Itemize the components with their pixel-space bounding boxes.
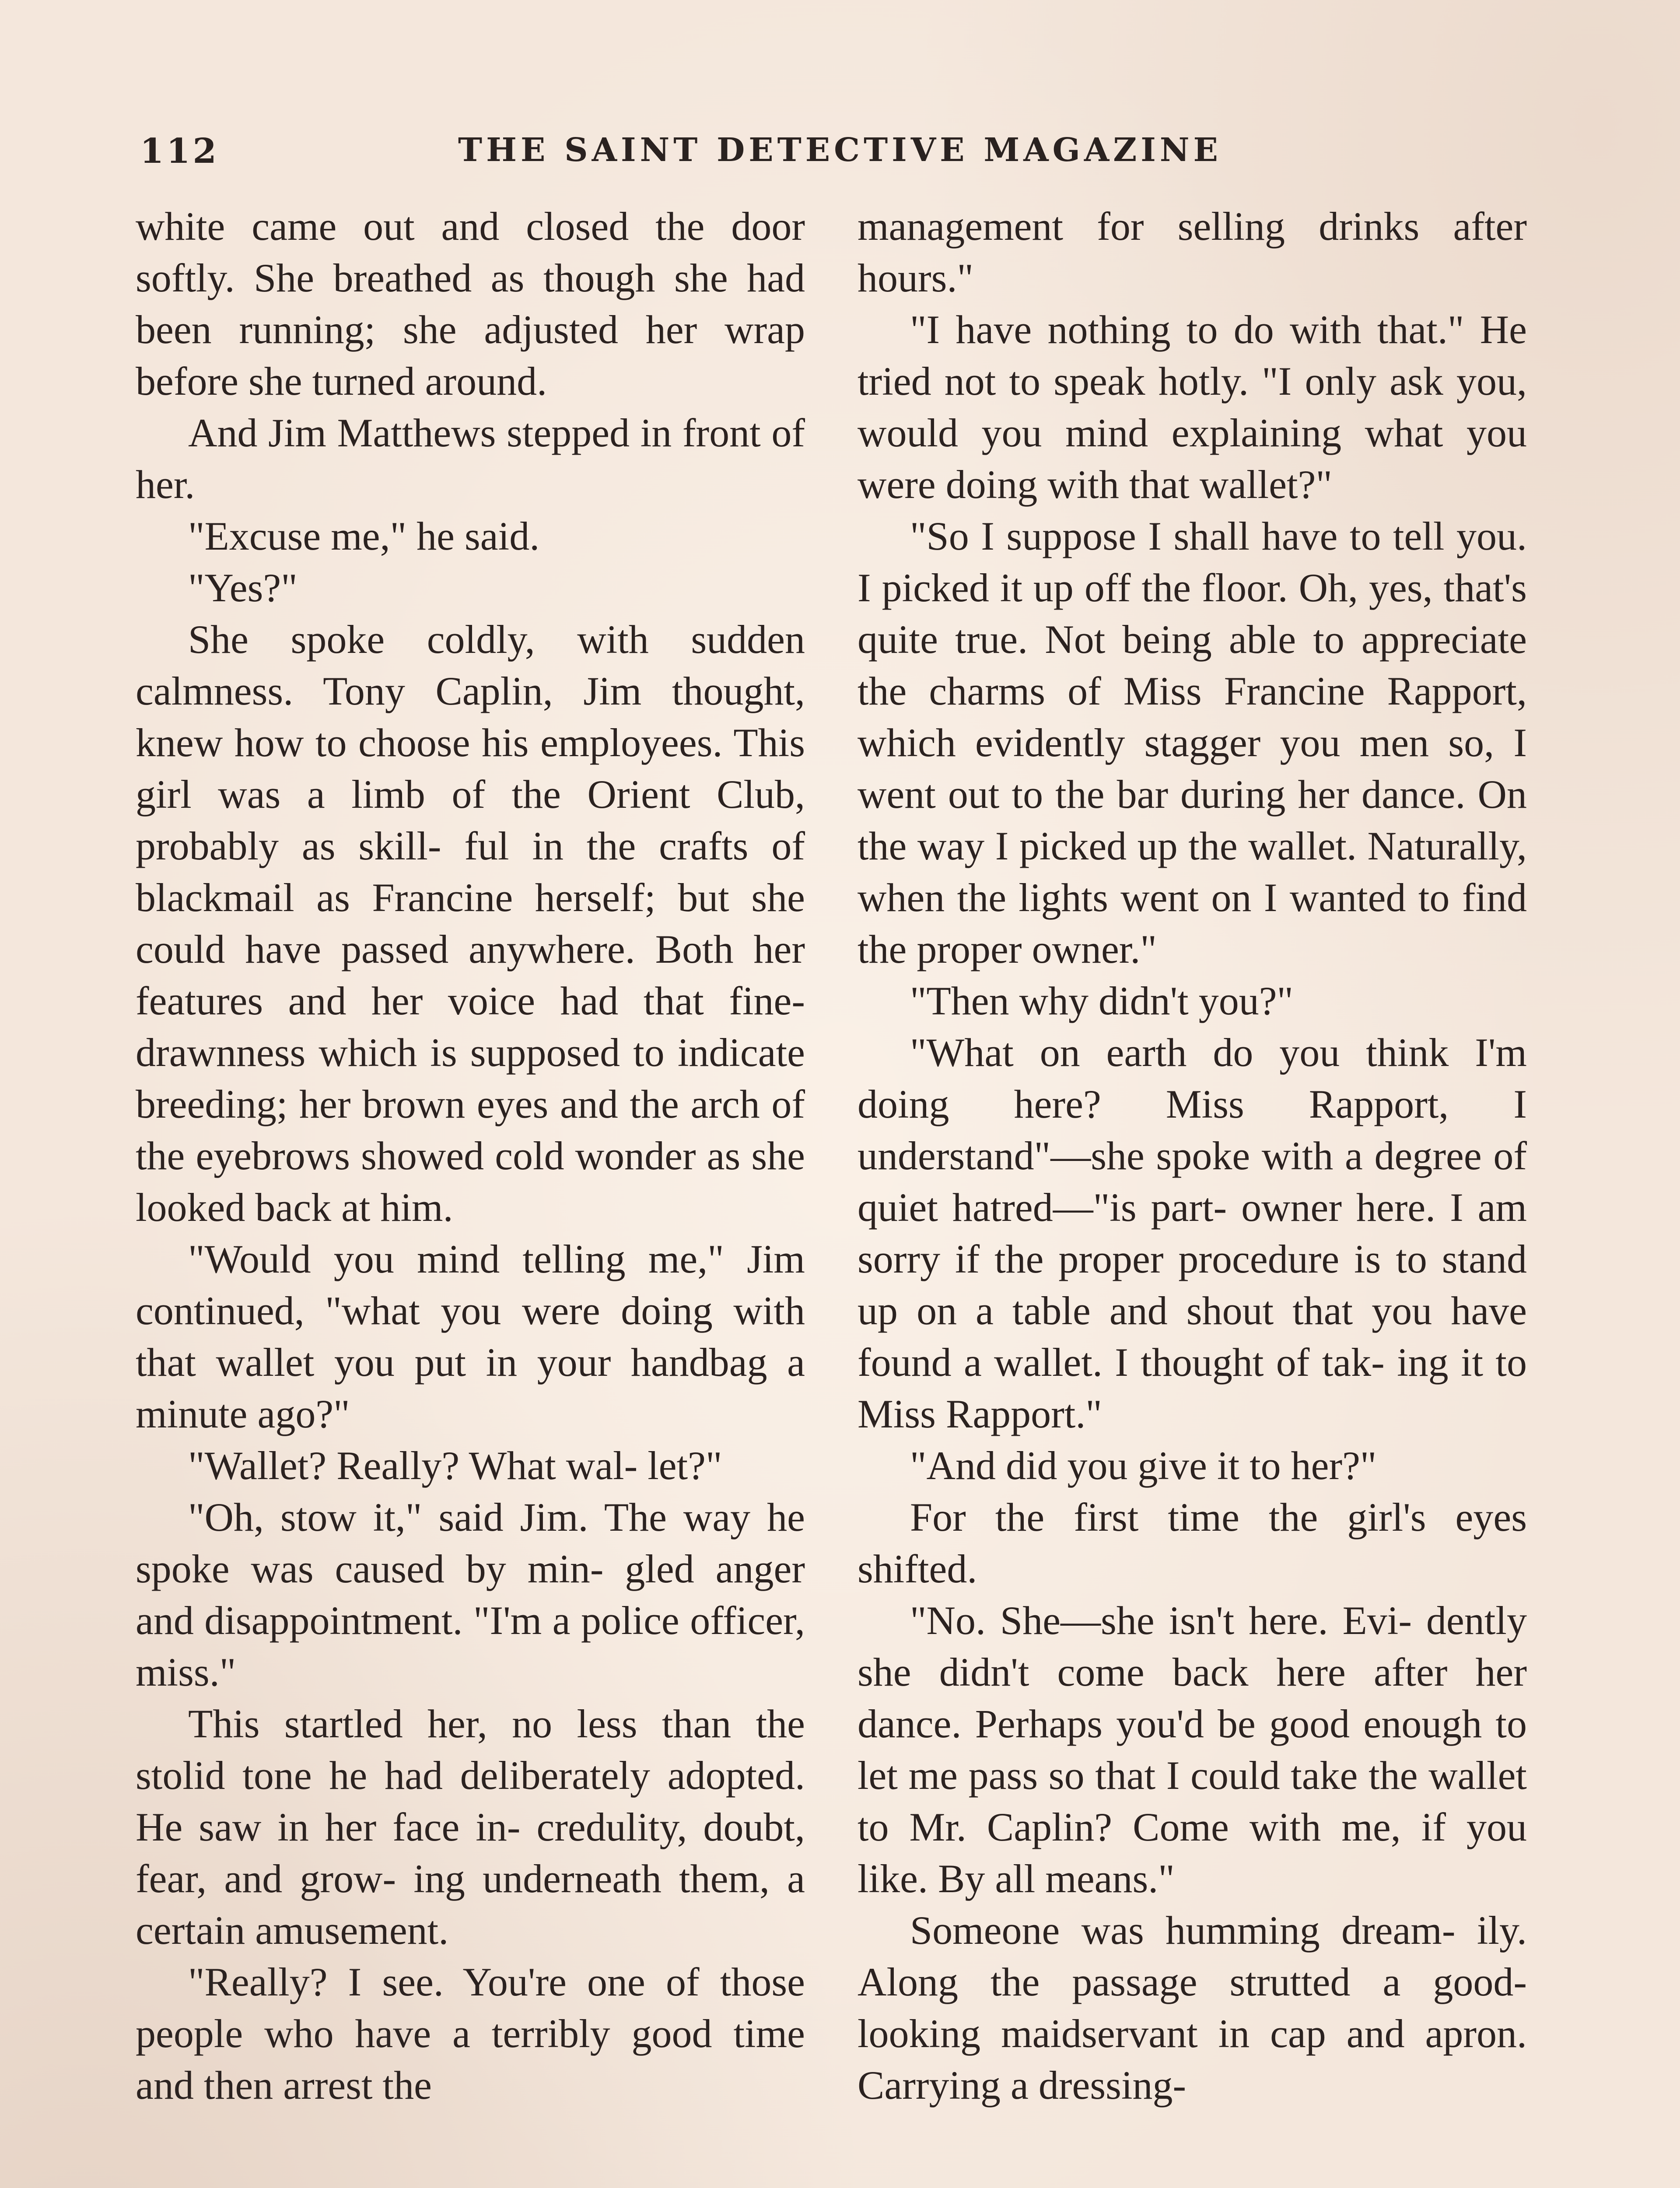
paragraph: "Really? I see. You're one of those people who have a terribly good time and then arrest the xyxy=(136,1960,805,2107)
paragraph: "And did you give it to her?" xyxy=(910,1443,1377,1488)
paragraph: She spoke coldly, with sudden calmness. Tony Caplin, Jim thought, knew how to choose his employees. This girl was a limb of the Orient Club, probably as skill- ful in the crafts of blackmail as Francine herself; but she could have passed anywhere. Both her features and her voice had that fine-drawnness which is supposed to indicate breeding; her brown eyes and the arch of the eyebrows showed cold wonder as she looked back at him. xyxy=(136,617,805,1230)
paragraph: "Wallet? Really? What wal- let?" xyxy=(188,1443,722,1488)
paragraph: "Then why didn't you?" xyxy=(910,978,1294,1023)
paragraph: white came out and closed the door softly. She breathed as though she had been running; she adjusted her wrap before she turned around. xyxy=(136,204,805,403)
right-column xyxy=(858,200,1527,2111)
paragraph: management for selling drinks after hours." xyxy=(858,204,1527,300)
page-number: 112 xyxy=(140,131,219,171)
running-title: THE SAINT DETECTIVE MAGAZINE xyxy=(458,131,1222,169)
left-column xyxy=(136,200,805,2111)
paragraph: Someone was humming dream- ily. Along the passage strutted a good-looking maidservant in cap and apron. Carrying a dressing- xyxy=(858,1908,1527,2107)
paragraph: This startled her, no less than the stolid tone he had deliberately adopted. He saw in her face in- credulity, doubt, fear, and grow- ing underneath them, a certain amusement. xyxy=(136,1701,805,1953)
paragraph: "No. She—she isn't here. Evi- dently she didn't come back here after her dance. Perhaps you'd be good enough to let me pass so that I could take the wallet to Mr. Caplin? Come with me, if you like. By all means." xyxy=(858,1598,1527,1901)
paragraph: And Jim Matthews stepped in front of her. xyxy=(136,410,805,507)
paragraph: "I have nothing to do with that." He tried not to speak hotly. "I only ask you, would you mind explaining what you were doing with that wallet?" xyxy=(858,307,1527,507)
paragraph: "So I suppose I shall have to tell you. I picked it up off the floor. Oh, yes, that's quite true. Not being able to appreciate the charms of Miss Francine Rapport, which evidently stagger you men so, I went out to the bar during her dance. On the way I picked up the wallet. Naturally, when the lights went on I wanted to find the proper owner." xyxy=(858,514,1527,971)
paragraph: "Excuse me," he said. xyxy=(188,514,540,558)
paragraph: "Yes?" xyxy=(188,565,298,610)
paragraph: "Would you mind telling me," Jim continued, "what you were doing with that wallet you put in your handbag a minute ago?" xyxy=(136,1237,805,1436)
page-header xyxy=(140,131,1540,184)
paragraph: "Oh, stow it," said Jim. The way he spoke was caused by min- gled anger and disappointment. "I'm a police officer, miss." xyxy=(136,1495,805,1694)
paragraph: For the first time the girl's eyes shifted. xyxy=(858,1495,1527,1591)
paragraph: "What on earth do you think I'm doing here? Miss Rapport, I understand"—she spoke with a degree of quiet hatred—"is part- owner here. I am sorry if the proper procedure is to stand up on a table and shout that you have found a wallet. I thought of tak- ing it to Miss Rapport." xyxy=(858,1030,1527,1436)
